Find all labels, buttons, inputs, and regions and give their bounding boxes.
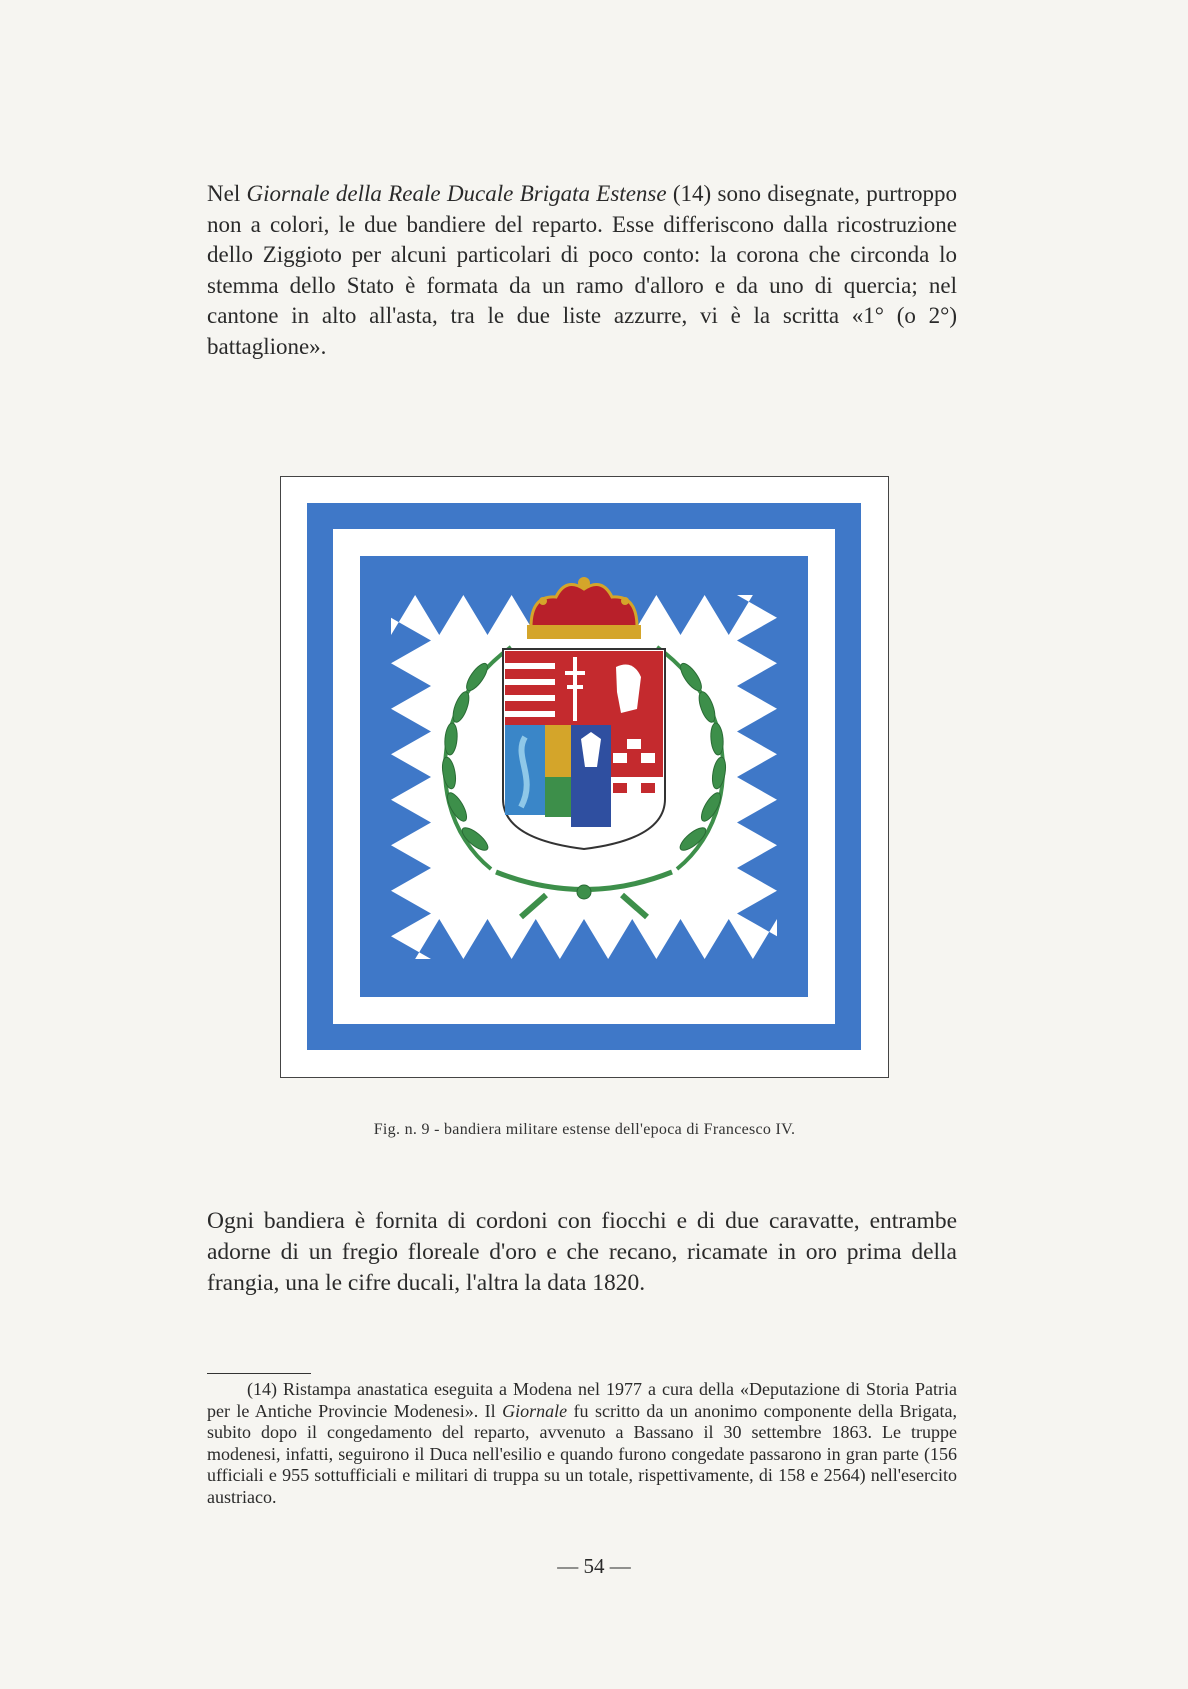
footnote-text-b: fu scritto da un anonimo componente della Brigata, subito dopo il congedamento del reparto, avvenuto a Bassano il 30 settembre 1863. Le truppe modenesi, infatti, seguirono il Duca nell'esilio e quando furono congedate passarono in gran parte (156 ufficiali e 955 sottufficiali e militari di truppa su un totale, rispettivamente, di 158 e 2564) nell'esercito austriaco. <box>207 1400 957 1507</box>
paragraph-1-text-b: (14) sono disegnate, purtroppo non a colori, le due bandiere del reparto. Esse differiscono dalla ricostruzione dello Ziggioto per alcuni particolari di poco conto: la corona che circonda lo stemma dello Stato è formata da un ramo d'alloro e da uno di quercia; nel cantone in alto all'asta, tra le due liste azzurre, vi è la scritta «1° (o 2°) battaglione». <box>207 181 957 359</box>
paragraph-1 <box>207 179 957 362</box>
page-number: — 54 — <box>557 1554 631 1578</box>
figure-caption: Fig. n. 9 - bandiera militare estense dell'epoca di Francesco IV. <box>373 1121 796 1138</box>
journal-title: Giornale della Reale Ducale Brigata Estense <box>246 181 667 206</box>
coat-of-arms-shield-icon <box>503 649 665 849</box>
flag-illustration <box>281 477 887 1076</box>
footnote-14 <box>207 1379 957 1508</box>
paragraph-2: Ogni bandiera è fornita di cordoni con fiocchi e di due caravatte, entrambe adorne di un fregio floreale d'oro e che recano, ricamate in oro prima della frangia, una le cifre ducali, l'altra la data 1820. <box>207 1208 957 1296</box>
paragraph-1-text-a: Nel <box>207 181 247 206</box>
footnote-number: (14) <box>247 1379 277 1399</box>
footnote-separator <box>207 1373 311 1374</box>
footnote-text-a: Ristampa anastatica eseguita a Modena nel 1977 a cura della «Deputazione di Storia Patria per le Antiche Provincie Modenesi». Il <box>207 1379 957 1421</box>
flag-figure <box>280 476 889 1078</box>
footnote-journal-title: Giornale <box>502 1400 568 1421</box>
